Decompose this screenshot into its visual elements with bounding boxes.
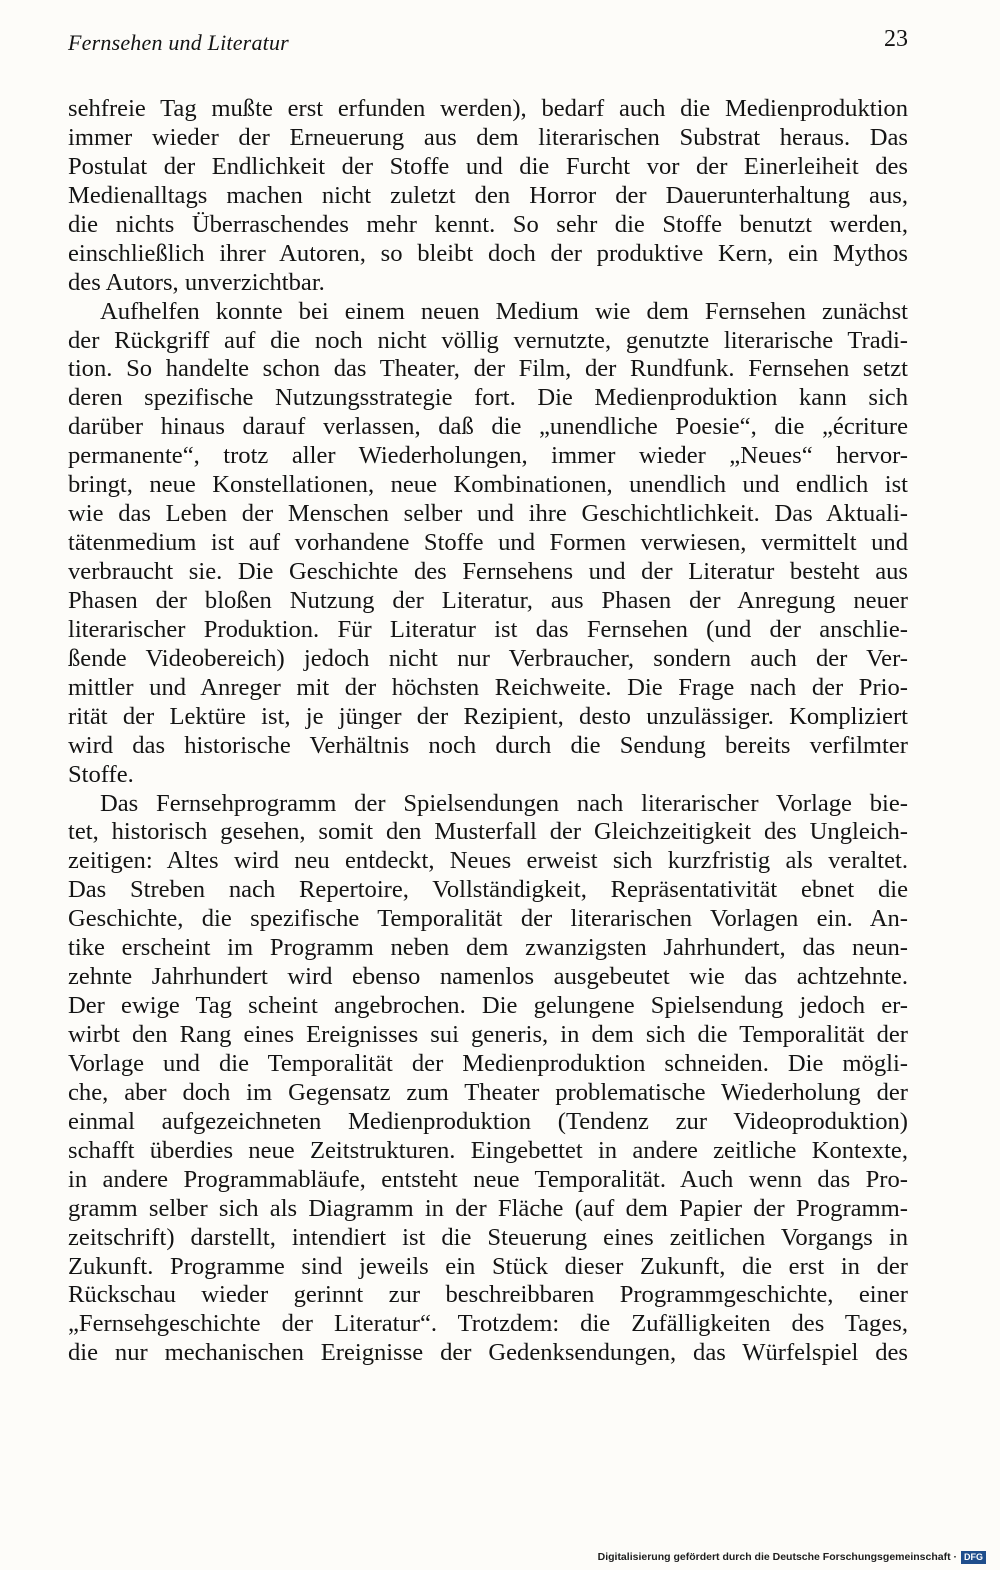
text-line: einschließlich ihrer Autoren, so bleibt doch der produktive Kern, ein Mythos <box>68 239 908 267</box>
text-line: Phasen der bloßen Nutzung der Literatur, aus Phasen der Anregung neuer <box>68 586 908 614</box>
text-line: Der ewige Tag scheint angebrochen. Die gelungene Spielsendung jedoch er- <box>68 992 908 1020</box>
text-line: einmal aufgezeichneten Medienproduktion (Tendenz zur Videoproduktion) <box>68 1107 908 1135</box>
text-line: ßende Videobereich) jedoch nicht nur Verbraucher, sondern auch der Ver- <box>68 644 908 672</box>
text-line: tet, historisch gesehen, somit den Musterfall der Gleichzeitigkeit des Ungleich- <box>68 818 908 846</box>
text-line: Postulat der Endlichkeit der Stoffe und die Furcht vor der Einerleiheit des <box>68 152 908 180</box>
text-line: Rückschau wieder gerinnt zur beschreibbaren Programmgeschichte, einer <box>68 1281 908 1309</box>
text-line: tion. So handelte schon das Theater, der Film, der Rundfunk. Fernsehen setzt <box>68 355 908 383</box>
text-line: sehfreie Tag mußte erst erfunden werden), bedarf auch die Medienproduktion <box>68 95 908 122</box>
text-line: tike erscheint im Programm neben dem zwanzigsten Jahrhundert, das neun- <box>68 934 908 962</box>
text-line: die nichts Überraschendes mehr kennt. So sehr die Stoffe benutzt werden, <box>68 210 908 238</box>
text-line: Medienalltags machen nicht zuletzt den Horror der Dauerunterhaltung aus, <box>68 181 908 209</box>
text-line: gramm selber sich als Diagramm in der Fläche (auf dem Papier der Programm- <box>68 1194 908 1222</box>
footer-credit: Digitalisierung gefördert durch die Deutsche Forschungsgemeinschaft · <box>597 1551 957 1563</box>
text-line: schafft überdies neue Zeitstrukturen. Eingebettet in andere zeitliche Kontexte, <box>68 1136 908 1164</box>
text-line: darüber hinaus darauf verlassen, daß die „unendliche Poesie“, die „écriture <box>68 413 908 441</box>
text-line: „Fernsehgeschichte der Literatur“. Trotzdem: die Zufälligkeiten des Tages, <box>68 1310 908 1338</box>
text-line: Das Fernsehprogramm der Spielsendungen nach literarischer Vorlage bie- <box>100 789 908 817</box>
running-title: Fernsehen und Literatur <box>68 30 289 55</box>
dfg-logo: DFG <box>961 1551 986 1564</box>
page-number: 23 <box>884 26 908 52</box>
text-line: permanente“, trotz aller Wiederholungen, immer wieder „Neues“ hervor- <box>68 442 908 470</box>
text-line: zehnte Jahrhundert wird ebenso namenlos ausgebeutet wie das achtzehnte. <box>68 963 908 991</box>
text-line: des Autors, unverzichtbar. <box>68 268 325 296</box>
text-line: wird das historische Verhältnis noch durch die Sendung bereits verfilmter <box>68 731 908 759</box>
text-line: wirbt den Rang eines Ereignisses sui generis, in dem sich die Temporalität der <box>68 1021 908 1048</box>
text-line: Zukunft. Programme sind jeweils ein Stück dieser Zukunft, die erst in der <box>68 1252 908 1280</box>
text-line: zeitschrift) darstellt, intendiert ist die Steuerung eines zeitlichen Vorgangs in <box>68 1223 908 1251</box>
text-line: Aufhelfen konnte bei einem neuen Medium wie dem Fernsehen zunächst <box>100 297 908 325</box>
digitization-footer <box>598 1549 986 1565</box>
text-line: der Rückgriff auf die noch nicht völlig vernutzte, genutzte literarische Tradi- <box>68 326 908 354</box>
text-line: Vorlage und die Temporalität der Medienproduktion schneiden. Die mögli- <box>68 1049 908 1077</box>
text-line: bringt, neue Konstellationen, neue Kombinationen, unendlich und endlich ist <box>68 471 908 499</box>
text-line: che, aber doch im Gegensatz zum Theater problematische Wiederholung der <box>68 1078 908 1106</box>
text-line: Stoffe. <box>68 760 134 788</box>
text-line: wie das Leben der Menschen selber und ihre Geschichtlichkeit. Das Aktuali- <box>68 500 908 528</box>
body-text <box>68 95 908 1368</box>
text-line: Geschichte, die spezifische Temporalität der literarischen Vorlagen ein. An- <box>68 905 908 933</box>
text-line: zeitigen: Altes wird neu entdeckt, Neues erweist sich kurzfristig als veraltet. <box>68 847 908 875</box>
text-line: verbraucht sie. Die Geschichte des Fernsehens und der Literatur besteht aus <box>68 558 908 585</box>
text-line: immer wieder der Erneuerung aus dem literarischen Substrat heraus. Das <box>68 123 908 151</box>
text-line: die nur mechanischen Ereignisse der Gedenksendungen, das Würfelspiel des <box>68 1339 908 1367</box>
text-line: deren spezifische Nutzungsstrategie fort. Die Medienproduktion kann sich <box>68 384 908 412</box>
text-line: rität der Lektüre ist, je jünger der Rezipient, desto unzulässiger. Kompliziert <box>68 702 908 730</box>
page-header <box>68 26 908 66</box>
text-line: in andere Programmabläufe, entsteht neue Temporalität. Auch wenn das Pro- <box>68 1165 908 1193</box>
text-line: Das Streben nach Repertoire, Vollständigkeit, Repräsentativität ebnet die <box>68 876 908 904</box>
text-line: tätenmedium ist auf vorhandene Stoffe und Formen verwiesen, vermittelt und <box>68 529 908 557</box>
text-line: literarischer Produktion. Für Literatur ist das Fernsehen (und der anschlie- <box>68 615 908 643</box>
text-line: mittler und Anreger mit der höchsten Reichweite. Die Frage nach der Prio- <box>68 673 908 701</box>
